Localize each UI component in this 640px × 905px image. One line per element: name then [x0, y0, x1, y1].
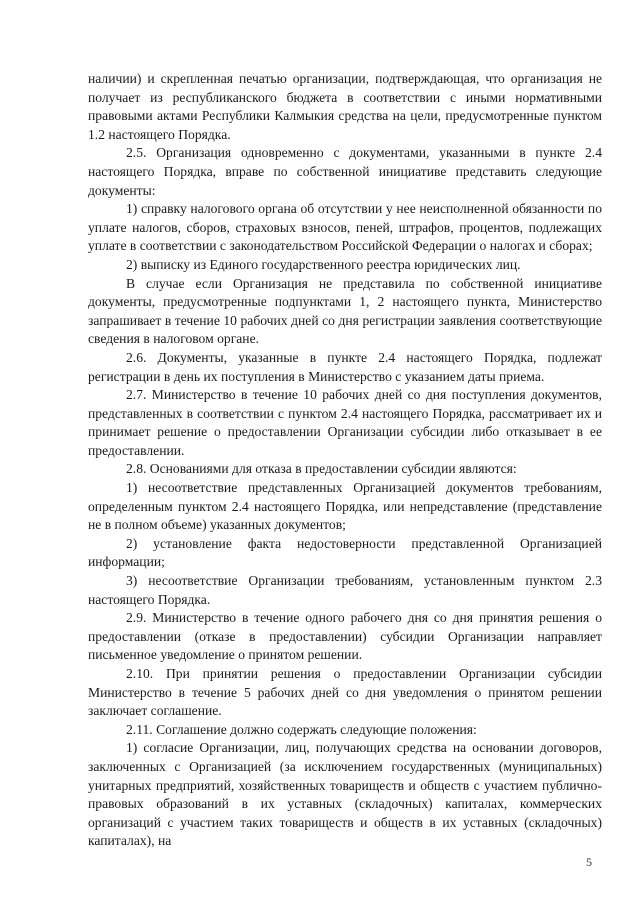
- paragraph-2-11-item-1: 1) согласие Организации, лиц, получающих средства на основании договоров, заключенных с Организацией (за исключением государственных (муниципальных) унитарных предприятий, хозяйственных товариществ и обществ с участием публично-правовых образований в их уставных (складочных) капиталах, коммерческих организаций с участием таких товариществ и обществ в их уставных (складочных) капиталах), на: [88, 740, 602, 849]
- paragraph-2-10: 2.10. При принятии решения о предоставлении Организации субсидии Министерство в течение 5 рабочих дней со дня уведомления о принятом решении заключает соглашение.: [88, 666, 602, 719]
- paragraph-2-11: 2.11. Соглашение должно содержать следующие положения:: [126, 721, 477, 737]
- document-body: [88, 70, 602, 851]
- paragraph-2-8-item-3: 3) несоответствие Организации требованиям, установленным пунктом 2.3 настоящего Порядка.: [88, 573, 602, 607]
- paragraph-2-8-item-2: 2) установление факта недостоверности представленной Организацией информации;: [88, 535, 602, 570]
- paragraph-2-6: 2.6. Документы, указанные в пункте 2.4 настоящего Порядка, подлежат регистрации в день их поступления в Министерство с указанием даты приема.: [88, 349, 602, 384]
- paragraph-2-8-item-1: 1) несоответствие представленных Организацией документов требованиям, определенным пунктом 2.4 настоящего Порядка, или непредставление (представление не в полном объеме) указанных документов;: [88, 480, 602, 533]
- paragraph-continuation: наличии) и скрепленная печатью организации, подтверждающая, что организация не получает из республиканского бюджета в соответствии с иными нормативными правовыми актами Республики Калмыкия средства на цели, предусмотренные пунктом 1.2 настоящего Порядка.: [88, 71, 602, 142]
- paragraph-2-5-note: В случае если Организация не представила по собственной инициативе документы, предусмотренные подпунктами 1, 2 настоящего пункта, Министерство запрашивает в течение 10 рабочих дней со дня регистрации заявления соответствующие сведения в налоговом органе.: [88, 275, 602, 347]
- paragraph-2-7: 2.7. Министерство в течение 10 рабочих дней со дня поступления документов, представленных в соответствии с пунктом 2.4 настоящего Порядка, рассматривает их и принимает решение о предоставлении Организации субсидии либо отказывает в ее предоставлении.: [88, 387, 602, 458]
- page-number: 5: [586, 855, 592, 869]
- paragraph-2-5: 2.5. Организация одновременно с документами, указанными в пункте 2.4 настоящего Порядка, вправе по собственной инициативе представить следующие документы:: [88, 145, 602, 198]
- paragraph-2-9: 2.9. Министерство в течение одного рабочего дня со дня принятия решения о предоставлении (отказе в предоставлении) субсидии Организации направляет письменное уведомление о принятом решении.: [88, 610, 602, 663]
- paragraph-2-5-item-1: 1) справку налогового органа об отсутствии у нее неисполненной обязанности по уплате налогов, сборов, страховых взносов, пеней, штрафов, процентов, подлежащих уплате в соответствии с законодательством Российской Федерации о налогах и сборах;: [88, 201, 602, 254]
- paragraph-2-5-item-2: 2) выписку из Единого государственного реестра юридических лиц.: [126, 256, 521, 272]
- paragraph-2-8: 2.8. Основаниями для отказа в предоставлении субсидии являются:: [126, 461, 517, 477]
